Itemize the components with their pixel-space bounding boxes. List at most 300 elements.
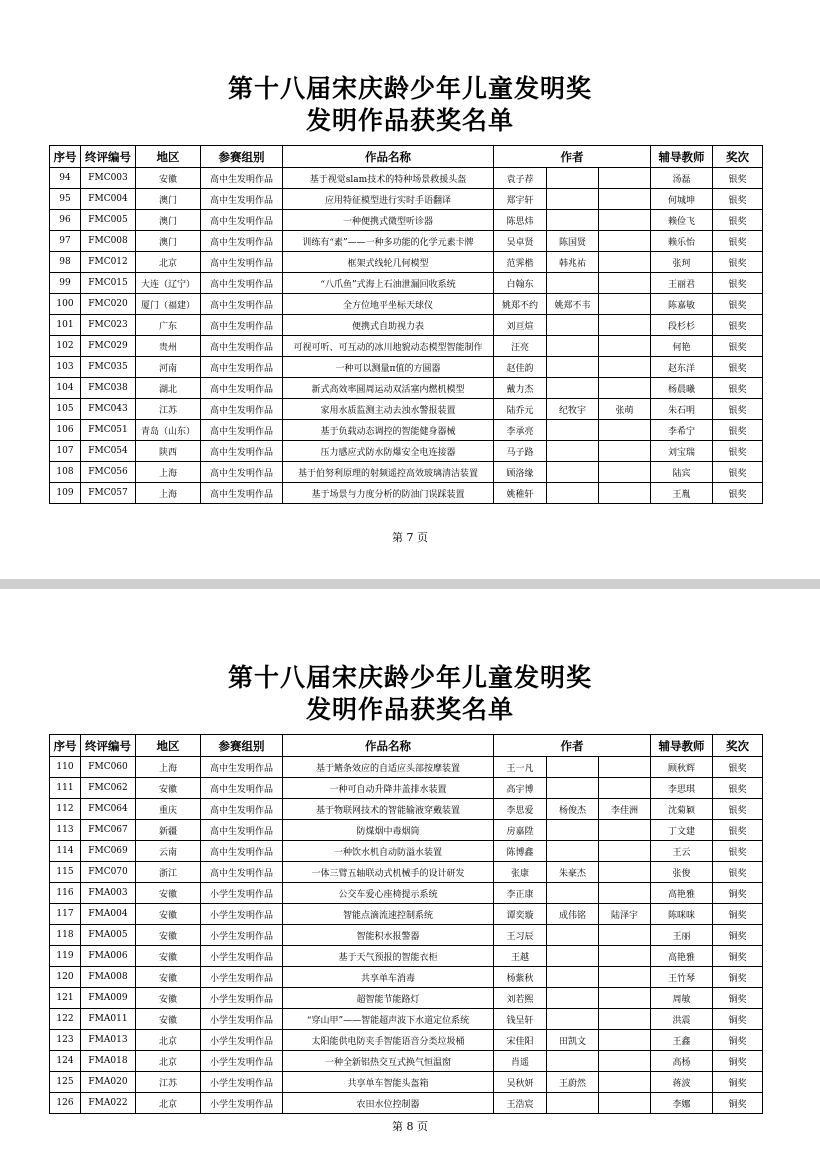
cell-author-1: 陈思炜 [494,210,547,231]
cell-code: FMC038 [81,378,136,399]
cell-group: 高中生发明作品 [201,483,283,504]
cell-group: 小学生发明作品 [201,1072,283,1093]
cell-region: 厦门（福建） [136,294,201,315]
cell-author-2 [547,441,599,462]
cell-author-1: 顾洛缘 [494,462,547,483]
cell-author-1: 姚稚轩 [494,483,547,504]
cell-author-2 [547,841,599,862]
col-header-region: 地区 [136,735,201,757]
cell-group: 高中生发明作品 [201,210,283,231]
cell-code: FMA003 [81,883,136,904]
cell-group: 高中生发明作品 [201,399,283,420]
cell-author-1: 吴秋妍 [494,1072,547,1093]
cell-author-1: 陈博鑫 [494,841,547,862]
cell-author-3 [599,841,651,862]
cell-award: 银奖 [713,483,763,504]
cell-code: FMA018 [81,1051,136,1072]
cell-teacher: 高杨 [651,1051,713,1072]
page-subtitle: 发明作品获奖名单 [305,106,514,135]
cell-code: FMA008 [81,967,136,988]
cell-award: 银奖 [713,231,763,252]
cell-group: 高中生发明作品 [201,778,283,799]
table-row [50,168,763,189]
cell-author-1: 张康 [494,862,547,883]
table-row [50,273,763,294]
cell-no: 102 [50,336,81,357]
cell-work: 一种可自动升降井盖排水装置 [283,778,494,799]
cell-author-1: 袁子荐 [494,168,547,189]
cell-author-1: 房嘉陞 [494,820,547,841]
cell-region: 重庆 [136,799,201,820]
cell-author-1: 刘若熙 [494,988,547,1009]
cell-teacher: 高艳雅 [651,946,713,967]
cell-work: 便携式自助视力表 [283,315,494,336]
cell-region: 安徽 [136,946,201,967]
cell-author-3 [599,1051,651,1072]
cell-region: 大连（辽宁） [136,273,201,294]
cell-work: 基于物联网技术的智能输液穿戴装置 [283,799,494,820]
cell-teacher: 蒋波 [651,1072,713,1093]
cell-author-3 [599,820,651,841]
cell-work: 一体三臂五轴联动式机械手的设计研发 [283,862,494,883]
cell-work: 一种便携式微型听诊器 [283,210,494,231]
cell-author-3 [599,778,651,799]
cell-work: “穿山甲”——智能超声波下水道定位系统 [283,1009,494,1030]
cell-code: FMC067 [81,820,136,841]
cell-award: 银奖 [713,189,763,210]
cell-region: 澳门 [136,231,201,252]
cell-award: 银奖 [713,799,763,820]
cell-code: FMA013 [81,1030,136,1051]
table-row [50,441,763,462]
cell-work: 基于场景与力度分析的防油门误踩装置 [283,483,494,504]
cell-award: 银奖 [713,273,763,294]
cell-group: 高中生发明作品 [201,273,283,294]
cell-work: 太阳能供电防夹手智能语音分类垃圾桶 [283,1030,494,1051]
cell-author-3 [599,210,651,231]
cell-teacher: 汤磊 [651,168,713,189]
cell-author-2 [547,1009,599,1030]
cell-teacher: 王竹琴 [651,967,713,988]
cell-code: FMC069 [81,841,136,862]
cell-no: 113 [50,820,81,841]
cell-code: FMC023 [81,315,136,336]
cell-author-2 [547,420,599,441]
table-body [50,757,763,1114]
cell-region: 澳门 [136,210,201,231]
table-row [50,925,763,946]
cell-award: 银奖 [713,778,763,799]
table-row [50,883,763,904]
table-row [50,841,763,862]
cell-author-1: 戴力杰 [494,378,547,399]
cell-author-1: 刘亘煊 [494,315,547,336]
cell-author-3 [599,925,651,946]
cell-author-3 [599,946,651,967]
cell-group: 高中生发明作品 [201,189,283,210]
cell-author-2 [547,462,599,483]
cell-code: FMC005 [81,210,136,231]
cell-region: 河南 [136,357,201,378]
table-row [50,315,763,336]
cell-author-1: 肖遥 [494,1051,547,1072]
col-header-code: 终评编号 [81,735,136,757]
cell-code: FMA004 [81,904,136,925]
cell-teacher: 赵东洋 [651,357,713,378]
cell-group: 高中生发明作品 [201,294,283,315]
page-separator [0,579,820,589]
cell-region: 北京 [136,1093,201,1114]
cell-work: 基于负载动态调控的智能健身器械 [283,420,494,441]
cell-author-2: 纪牧宇 [547,399,599,420]
cell-work: 应用特征模型进行实时手语翻译 [283,189,494,210]
cell-group: 高中生发明作品 [201,357,283,378]
cell-author-1: 郑宇轩 [494,189,547,210]
cell-author-1: 马子路 [494,441,547,462]
col-header-award: 奖次 [713,735,763,757]
awards-table [49,734,763,1114]
cell-award: 银奖 [713,441,763,462]
cell-no: 114 [50,841,81,862]
cell-group: 高中生发明作品 [201,420,283,441]
cell-author-1: 范霁楷 [494,252,547,273]
table-row [50,336,763,357]
cell-teacher: 丁文建 [651,820,713,841]
cell-author-2 [547,988,599,1009]
cell-teacher: 王云 [651,841,713,862]
cell-author-3 [599,357,651,378]
cell-author-1: 汪亮 [494,336,547,357]
cell-author-2 [547,168,599,189]
cell-author-3 [599,441,651,462]
cell-teacher: 段杉杉 [651,315,713,336]
cell-teacher: 赖乐怡 [651,231,713,252]
cell-author-3 [599,189,651,210]
cell-award: 银奖 [713,841,763,862]
table-row [50,483,763,504]
cell-group: 高中生发明作品 [201,378,283,399]
cell-region: 北京 [136,252,201,273]
cell-work: 农田水位控制器 [283,1093,494,1114]
cell-author-1: 宋佳阳 [494,1030,547,1051]
cell-teacher: 陈嘉敏 [651,294,713,315]
cell-award: 铜奖 [713,883,763,904]
cell-group: 小学生发明作品 [201,946,283,967]
cell-award: 银奖 [713,399,763,420]
table-row [50,189,763,210]
cell-author-1: 王浩宸 [494,1093,547,1114]
table-row [50,1009,763,1030]
cell-award: 银奖 [713,210,763,231]
cell-teacher: 张珂 [651,252,713,273]
cell-work: 基于天气预报的智能衣柜 [283,946,494,967]
cell-code: FMC008 [81,231,136,252]
table-row [50,357,763,378]
cell-region: 安徽 [136,988,201,1009]
cell-no: 107 [50,441,81,462]
cell-author-3 [599,862,651,883]
cell-teacher: 陈咪咪 [651,904,713,925]
cell-code: FMC056 [81,462,136,483]
cell-author-2: 陈国贤 [547,231,599,252]
cell-no: 109 [50,483,81,504]
cell-teacher: 李希宁 [651,420,713,441]
cell-code: FMC070 [81,862,136,883]
cell-award: 铜奖 [713,1030,763,1051]
page-title: 第十八届宋庆龄少年儿童发明奖 [227,663,592,692]
cell-author-2 [547,1051,599,1072]
cell-region: 安徽 [136,778,201,799]
col-header-award: 奖次 [713,146,763,168]
cell-no: 112 [50,799,81,820]
cell-author-2 [547,1093,599,1114]
cell-author-2: 朱豪杰 [547,862,599,883]
cell-author-1: 王一凡 [494,757,547,778]
table-row [50,294,763,315]
cell-author-2 [547,883,599,904]
cell-code: FMA020 [81,1072,136,1093]
cell-teacher: 陆宾 [651,462,713,483]
col-header-region: 地区 [136,146,201,168]
cell-group: 高中生发明作品 [201,462,283,483]
cell-region: 广东 [136,315,201,336]
cell-no: 101 [50,315,81,336]
cell-teacher: 李思琪 [651,778,713,799]
table-row [50,231,763,252]
cell-no: 120 [50,967,81,988]
table-row [50,904,763,925]
cell-teacher: 刘宝瑞 [651,441,713,462]
cell-author-3 [599,483,651,504]
cell-teacher: 朱石明 [651,399,713,420]
cell-work: 全方位地平坐标天球仪 [283,294,494,315]
cell-region: 江苏 [136,399,201,420]
cell-group: 小学生发明作品 [201,883,283,904]
cell-no: 123 [50,1030,81,1051]
cell-author-3 [599,336,651,357]
cell-work: 训练有“素”——一种多功能的化学元素卡牌 [283,231,494,252]
cell-author-2 [547,273,599,294]
table-row [50,399,763,420]
cell-award: 银奖 [713,315,763,336]
table-row [50,210,763,231]
cell-author-1: 李思爱 [494,799,547,820]
cell-region: 安徽 [136,168,201,189]
cell-author-3 [599,1030,651,1051]
cell-author-3 [599,988,651,1009]
cell-region: 江苏 [136,1072,201,1093]
cell-award: 铜奖 [713,1093,763,1114]
cell-author-1: 李承亮 [494,420,547,441]
cell-teacher: 王鑫 [651,1030,713,1051]
cell-group: 小学生发明作品 [201,1051,283,1072]
cell-work: 新式高效率圆周运动双活塞内燃机模型 [283,378,494,399]
cell-award: 银奖 [713,336,763,357]
page-number: 第 7 页 [392,531,428,544]
cell-author-2 [547,778,599,799]
cell-award: 银奖 [713,757,763,778]
cell-no: 105 [50,399,81,420]
cell-no: 104 [50,378,81,399]
cell-code: FMC043 [81,399,136,420]
cell-award: 铜奖 [713,1009,763,1030]
table-row [50,1051,763,1072]
cell-code: FMA022 [81,1093,136,1114]
col-header-work: 作品名称 [283,146,494,168]
page-title: 第十八届宋庆龄少年儿童发明奖 [227,74,592,103]
table-header-row [50,735,763,757]
cell-work: “八爪鱼”式海上石油泄漏回收系统 [283,273,494,294]
cell-author-2: 姚郑不韦 [547,294,599,315]
cell-author-2 [547,967,599,988]
cell-code: FMC003 [81,168,136,189]
page-number: 第 8 页 [392,1120,428,1133]
table-row [50,1030,763,1051]
cell-author-3 [599,273,651,294]
cell-award: 铜奖 [713,967,763,988]
table-row [50,1072,763,1093]
cell-group: 小学生发明作品 [201,967,283,988]
cell-code: FMC054 [81,441,136,462]
cell-author-1: 杨紫秋 [494,967,547,988]
cell-author-2: 成伟铭 [547,904,599,925]
cell-group: 高中生发明作品 [201,441,283,462]
col-header-no: 序号 [50,146,81,168]
cell-author-2 [547,189,599,210]
cell-group: 小学生发明作品 [201,1009,283,1030]
cell-work: 智能点滴流速控制系统 [283,904,494,925]
cell-award: 铜奖 [713,904,763,925]
col-header-group: 参赛组别 [201,146,283,168]
cell-award: 铜奖 [713,988,763,1009]
cell-award: 银奖 [713,862,763,883]
cell-group: 小学生发明作品 [201,988,283,1009]
cell-teacher: 王丽 [651,925,713,946]
col-header-teacher: 辅导教师 [651,735,713,757]
cell-award: 银奖 [713,252,763,273]
cell-award: 银奖 [713,820,763,841]
cell-region: 贵州 [136,336,201,357]
cell-teacher: 沈菊颖 [651,799,713,820]
cell-author-1: 白翰东 [494,273,547,294]
cell-region: 浙江 [136,862,201,883]
cell-author-1: 高宇博 [494,778,547,799]
cell-author-1: 陆乔元 [494,399,547,420]
table-row [50,967,763,988]
cell-region: 新疆 [136,820,201,841]
cell-author-1: 吴卓贤 [494,231,547,252]
cell-code: FMC057 [81,483,136,504]
cell-region: 上海 [136,757,201,778]
awards-table [49,145,763,504]
cell-group: 高中生发明作品 [201,231,283,252]
cell-author-3 [599,462,651,483]
cell-no: 125 [50,1072,81,1093]
cell-author-3 [599,1093,651,1114]
cell-author-2 [547,946,599,967]
cell-no: 106 [50,420,81,441]
cell-no: 111 [50,778,81,799]
cell-author-2 [547,210,599,231]
table-row [50,778,763,799]
cell-author-1: 钱呈轩 [494,1009,547,1030]
cell-teacher: 高艳雅 [651,883,713,904]
cell-award: 银奖 [713,462,763,483]
cell-no: 108 [50,462,81,483]
cell-code: FMC064 [81,799,136,820]
cell-no: 117 [50,904,81,925]
cell-region: 陕西 [136,441,201,462]
cell-no: 121 [50,988,81,1009]
cell-no: 100 [50,294,81,315]
cell-region: 安徽 [136,967,201,988]
document-page-7 [0,0,820,579]
cell-award: 银奖 [713,420,763,441]
cell-work: 共享单车消毒 [283,967,494,988]
table-row [50,757,763,778]
cell-author-2: 田凯文 [547,1030,599,1051]
cell-region: 青岛（山东） [136,420,201,441]
cell-no: 116 [50,883,81,904]
cell-code: FMA006 [81,946,136,967]
cell-work: 压力感应式防水防爆安全电连接器 [283,441,494,462]
cell-code: FMA009 [81,988,136,1009]
cell-group: 小学生发明作品 [201,1093,283,1114]
cell-teacher: 李娜 [651,1093,713,1114]
cell-group: 高中生发明作品 [201,862,283,883]
cell-region: 北京 [136,1030,201,1051]
table-row [50,946,763,967]
cell-code: FMA005 [81,925,136,946]
cell-region: 云南 [136,841,201,862]
cell-no: 118 [50,925,81,946]
cell-group: 高中生发明作品 [201,757,283,778]
cell-award: 铜奖 [713,1072,763,1093]
cell-region: 北京 [136,1051,201,1072]
cell-no: 98 [50,252,81,273]
cell-group: 高中生发明作品 [201,799,283,820]
cell-work: 框架式线轮几何模型 [283,252,494,273]
cell-author-2 [547,820,599,841]
cell-author-1: 李正康 [494,883,547,904]
cell-work: 一种饮水机自动防溢水装置 [283,841,494,862]
table-row [50,378,763,399]
col-header-work: 作品名称 [283,735,494,757]
cell-author-2 [547,378,599,399]
cell-author-3 [599,757,651,778]
cell-code: FMC012 [81,252,136,273]
table-row [50,988,763,1009]
cell-code: FMC004 [81,189,136,210]
cell-region: 安徽 [136,1009,201,1030]
cell-group: 高中生发明作品 [201,820,283,841]
document-page-8 [0,589,820,1165]
cell-work: 智能积水报警器 [283,925,494,946]
cell-work: 基于鳍条效应的自适应头部按摩装置 [283,757,494,778]
cell-award: 银奖 [713,378,763,399]
cell-code: FMA011 [81,1009,136,1030]
cell-teacher: 顾秋辉 [651,757,713,778]
table-row [50,820,763,841]
cell-author-2 [547,925,599,946]
cell-author-3 [599,967,651,988]
cell-award: 铜奖 [713,925,763,946]
cell-no: 110 [50,757,81,778]
table-row [50,420,763,441]
cell-teacher: 王丽君 [651,273,713,294]
cell-work: 公交车爱心座椅提示系统 [283,883,494,904]
cell-author-3 [599,1072,651,1093]
